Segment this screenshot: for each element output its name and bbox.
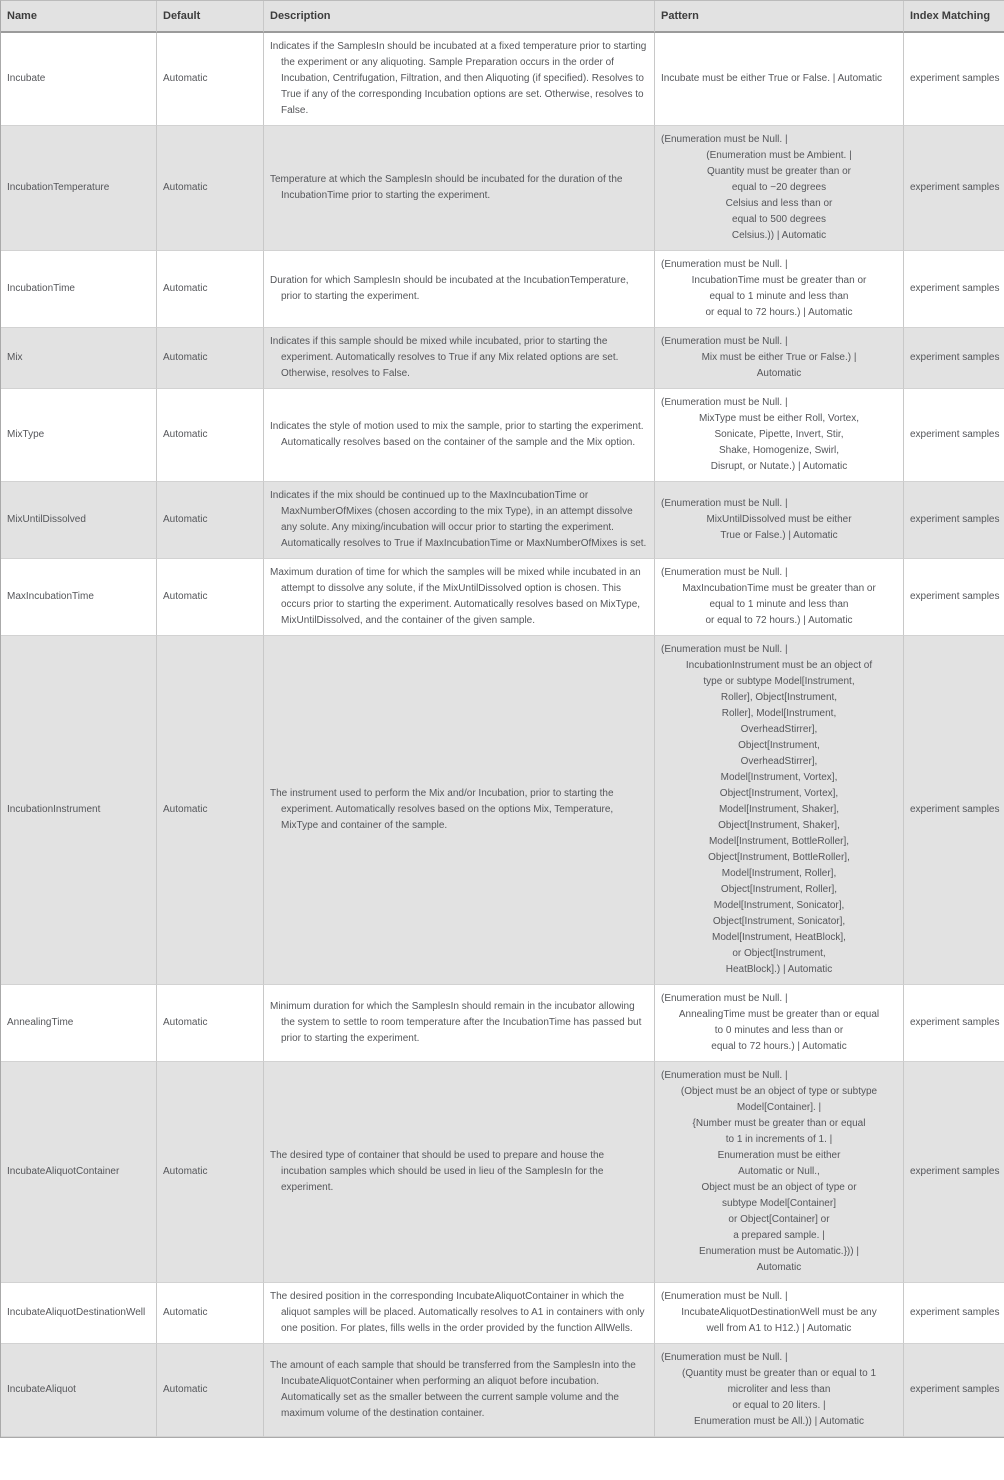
column-header-name: [1, 1, 157, 33]
pattern-line: Celsius.)) | Automatic: [731, 230, 827, 242]
pattern-line: Sonicate, Pipette, Invert, Stir,: [714, 429, 844, 441]
pattern-line: OverheadStirrer],: [740, 724, 818, 736]
option-index-matching: experiment samples: [910, 73, 1000, 85]
column-header-pattern-label: Pattern: [661, 10, 699, 22]
pattern-cell: [655, 559, 904, 636]
pattern-line: (Enumeration must be Null. |: [661, 644, 788, 656]
option-index-matching: experiment samples: [910, 514, 1000, 526]
pattern-cell: [655, 126, 904, 251]
table-row: [1, 389, 1004, 482]
pattern-cell: [655, 1283, 904, 1344]
pattern-line: (Enumeration must be Null. |: [661, 498, 788, 510]
pattern-line: Object must be an object of type or: [701, 1182, 857, 1194]
pattern-cell: [655, 985, 904, 1062]
table-row: [1, 33, 1004, 126]
pattern-line: equal to −20 degrees: [731, 182, 827, 194]
option-index-matching: experiment samples: [910, 1017, 1000, 1029]
pattern-line: or Object[Container] or: [728, 1214, 830, 1226]
option-description: Indicates the style of motion used to mix the sample, prior to starting the experiment. Automatically resolves based on the container of the sample and the Mix option.: [270, 421, 644, 449]
description-cell: [264, 1344, 655, 1437]
option-default: Automatic: [163, 429, 208, 441]
table-row: [1, 328, 1004, 389]
description-cell: [264, 985, 655, 1062]
option-description: The desired type of container that should be used to prepare and house the incubation samples which should be used in lieu of the SamplesIn for the experiment.: [270, 1150, 605, 1194]
pattern-line: MixType must be either Roll, Vortex,: [698, 413, 860, 425]
pattern-line: or equal to 72 hours.) | Automatic: [705, 307, 853, 319]
column-header-default: [157, 1, 264, 33]
pattern-line: Enumeration must be All.)) | Automatic: [694, 1416, 864, 1428]
column-header-index-matching: [904, 1, 1004, 33]
option-description: The instrument used to perform the Mix and/or Incubation, prior to starting the experiment. Automatically resolves based on the options Mix, Temperature, MixType and container of the sample.: [270, 788, 614, 832]
table-row: [1, 482, 1004, 559]
option-description: Minimum duration for which the SamplesIn should remain in the incubator allowing the system to settle to room temperature after the IncubationTime has passed but prior to starting the experiment.: [270, 1001, 642, 1045]
pattern-line: (Enumeration must be Null. |: [661, 397, 788, 409]
default-cell: [157, 636, 264, 985]
option-name: IncubationTemperature: [7, 182, 110, 194]
option-description: Maximum duration of time for which the samples will be mixed while incubated in an attempt to dissolve any solute, if the MixUntilDissolved option is chosen. This occurs prior to starting the experiment. Automatically resolves based on MixType, MixUntilDissolved, and the container of the given sample.: [270, 567, 641, 627]
column-header-pattern: [655, 1, 904, 33]
name-cell: [1, 389, 157, 482]
pattern-line: IncubateAliquotDestinationWell must be any: [681, 1307, 877, 1319]
pattern-line: Model[Instrument, Sonicator],: [713, 900, 845, 912]
pattern-line: Automatic: [756, 368, 802, 380]
pattern-line: Enumeration must be either: [717, 1150, 841, 1162]
index-matching-cell: [904, 389, 1004, 482]
pattern-line: (Enumeration must be Null. |: [661, 134, 788, 146]
pattern-cell: [655, 1344, 904, 1437]
index-matching-cell: [904, 1283, 1004, 1344]
default-cell: [157, 1283, 264, 1344]
option-default: Automatic: [163, 283, 208, 295]
pattern-line: OverheadStirrer],: [740, 756, 818, 768]
option-default: Automatic: [163, 1307, 208, 1319]
pattern-line: IncubationTime must be greater than or: [691, 275, 867, 287]
column-header-description-label: Description: [270, 10, 331, 22]
pattern-line: subtype Model[Container]: [722, 1198, 836, 1210]
option-name: IncubateAliquot: [7, 1384, 76, 1396]
pattern-cell: [655, 482, 904, 559]
pattern-line: or Object[Instrument,: [732, 948, 826, 960]
name-cell: [1, 985, 157, 1062]
pattern-line: (Enumeration must be Null. |: [661, 1352, 788, 1364]
description-cell: [264, 328, 655, 389]
option-index-matching: experiment samples: [910, 283, 1000, 295]
table-row: [1, 1283, 1004, 1344]
option-default: Automatic: [163, 182, 208, 194]
default-cell: [157, 251, 264, 328]
pattern-line: (Enumeration must be Null. |: [661, 993, 788, 1005]
option-description: Indicates if this sample should be mixed while incubated, prior to starting the experiment. Automatically resolves to True if any Mix related options are set. Otherwise, resolves to False.: [270, 336, 619, 380]
index-matching-cell: [904, 559, 1004, 636]
pattern-line: MixUntilDissolved must be either: [706, 514, 852, 526]
pattern-line: Object[Instrument,: [738, 740, 820, 752]
pattern-line: Quantity must be greater than or: [707, 166, 851, 178]
pattern-line: or equal to 72 hours.) | Automatic: [705, 615, 853, 627]
table-row: [1, 1062, 1004, 1283]
index-matching-cell: [904, 251, 1004, 328]
description-cell: [264, 1283, 655, 1344]
pattern-cell: [655, 328, 904, 389]
pattern-line: to 0 minutes and less than or: [714, 1025, 844, 1037]
pattern-line: well from A1 to H12.) | Automatic: [706, 1323, 852, 1335]
option-description: Temperature at which the SamplesIn should be incubated for the duration of the IncubationTime prior to starting the experiment.: [270, 174, 623, 202]
name-cell: [1, 328, 157, 389]
option-index-matching: experiment samples: [910, 1384, 1000, 1396]
pattern-line: Celsius and less than or: [725, 198, 833, 210]
option-description: The desired position in the corresponding IncubateAliquotContainer in which the aliquot samples will be placed. Automatically resolves to A1 in containers with only one position. For plates, fills wells in the order provided by the function AllWells.: [270, 1291, 645, 1335]
pattern-line: (Object must be an object of type or subtype: [680, 1086, 878, 1098]
description-cell: [264, 1062, 655, 1283]
index-matching-cell: [904, 126, 1004, 251]
pattern-line: (Enumeration must be Ambient. |: [706, 150, 852, 162]
table-header-row: [1, 1, 1004, 33]
pattern-line: a prepared sample. |: [733, 1230, 825, 1242]
option-default: Automatic: [163, 514, 208, 526]
pattern-line: Model[Instrument, Shaker],: [718, 804, 840, 816]
default-cell: [157, 33, 264, 126]
pattern-line: (Enumeration must be Null. |: [661, 1291, 788, 1303]
name-cell: [1, 126, 157, 251]
option-name: MaxIncubationTime: [7, 591, 94, 603]
table-row: [1, 985, 1004, 1062]
pattern-line: Object[Instrument, BottleRoller],: [708, 852, 850, 864]
option-index-matching: experiment samples: [910, 429, 1000, 441]
option-name: Incubate: [7, 73, 46, 85]
pattern-line: (Quantity must be greater than or equal to 1: [682, 1368, 876, 1380]
index-matching-cell: [904, 482, 1004, 559]
option-name: IncubationTime: [7, 283, 75, 295]
pattern-line: Automatic or Null.,: [738, 1166, 820, 1178]
pattern-line: IncubationInstrument must be an object of: [685, 660, 873, 672]
table-row: [1, 636, 1004, 985]
column-header-name-label: Name: [7, 10, 37, 22]
pattern-line: HeatBlock].) | Automatic: [725, 964, 833, 976]
default-cell: [157, 1344, 264, 1437]
option-default: Automatic: [163, 352, 208, 364]
description-cell: [264, 389, 655, 482]
name-cell: [1, 1062, 157, 1283]
option-index-matching: experiment samples: [910, 591, 1000, 603]
default-cell: [157, 1062, 264, 1283]
name-cell: [1, 33, 157, 126]
pattern-line: Object[Instrument, Vortex],: [719, 788, 839, 800]
default-cell: [157, 126, 264, 251]
option-default: Automatic: [163, 1166, 208, 1178]
option-name: MixUntilDissolved: [7, 514, 86, 526]
pattern-line: microliter and less than: [727, 1384, 831, 1396]
index-matching-cell: [904, 1062, 1004, 1283]
option-description: Indicates if the SamplesIn should be incubated at a fixed temperature prior to starting the experiment or any aliquoting. Sample Preparation occurs in the order of Incubation, Centrifugation, Filtration, and then Aliquoting (if specified). Resolves to True if any of the corresponding Incubation options are set. Otherwise, resolves to False.: [270, 41, 647, 117]
description-cell: [264, 559, 655, 636]
column-header-default-label: Default: [163, 10, 201, 22]
table-row: [1, 1344, 1004, 1437]
pattern-line: Roller], Object[Instrument,: [720, 692, 838, 704]
option-description: The amount of each sample that should be transferred from the SamplesIn into the IncubateAliquotContainer when performing an aliquot before incubation. Automatically set as the smaller between the current sample volume and the maximum volume of the destination container.: [270, 1360, 636, 1420]
pattern-line: {Number must be greater than or equal: [692, 1118, 866, 1130]
pattern-line: or equal to 20 liters. |: [732, 1400, 826, 1412]
name-cell: [1, 251, 157, 328]
name-cell: [1, 559, 157, 636]
option-index-matching: experiment samples: [910, 1166, 1000, 1178]
default-cell: [157, 985, 264, 1062]
option-default: Automatic: [163, 1384, 208, 1396]
column-header-description: [264, 1, 655, 33]
default-cell: [157, 559, 264, 636]
pattern-cell: [655, 389, 904, 482]
default-cell: [157, 389, 264, 482]
option-name: MixType: [7, 429, 45, 441]
pattern-line: Automatic: [756, 1262, 802, 1274]
index-matching-cell: [904, 636, 1004, 985]
option-default: Automatic: [163, 804, 208, 816]
pattern-line: Disrupt, or Nutate.) | Automatic: [710, 461, 848, 473]
pattern-line: Model[Container]. |: [736, 1102, 822, 1114]
option-index-matching: experiment samples: [910, 1307, 1000, 1319]
option-name: IncubateAliquotContainer: [7, 1166, 120, 1178]
pattern-line: Model[Instrument, BottleRoller],: [708, 836, 850, 848]
pattern-line: True or False.) | Automatic: [720, 530, 838, 542]
pattern-line: (Enumeration must be Null. |: [661, 567, 788, 579]
index-matching-cell: [904, 985, 1004, 1062]
option-default: Automatic: [163, 73, 208, 85]
index-matching-cell: [904, 33, 1004, 126]
name-cell: [1, 636, 157, 985]
pattern-line: Incubate must be either True or False. | Automatic: [661, 73, 883, 85]
pattern-line: (Enumeration must be Null. |: [661, 1070, 788, 1082]
pattern-line: to 1 in increments of 1. |: [725, 1134, 833, 1146]
pattern-line: Object[Instrument, Shaker],: [718, 820, 840, 832]
option-name: IncubateAliquotDestinationWell: [7, 1307, 146, 1319]
pattern-cell: [655, 1062, 904, 1283]
default-cell: [157, 482, 264, 559]
pattern-line: Object[Instrument, Roller],: [720, 884, 838, 896]
pattern-line: type or subtype Model[Instrument,: [703, 676, 855, 688]
table-row: [1, 126, 1004, 251]
description-cell: [264, 33, 655, 126]
pattern-line: Enumeration must be Automatic.})) |: [699, 1246, 859, 1258]
pattern-line: equal to 1 minute and less than: [709, 291, 849, 303]
pattern-line: Model[Instrument, Roller],: [721, 868, 837, 880]
option-name: IncubationInstrument: [7, 804, 101, 816]
name-cell: [1, 1344, 157, 1437]
name-cell: [1, 482, 157, 559]
option-description: Indicates if the mix should be continued up to the MaxIncubationTime or MaxNumberOfMixes (chosen according to the mix Type), in an attempt dissolve any solute. Any mixing/incubation will occur prior to starting the experiment. Automatically resolves to True if MaxIncubationTime or MaxNumberOfMixes is set.: [270, 490, 647, 550]
description-cell: [264, 482, 655, 559]
pattern-line: AnnealingTime must be greater than or equal: [678, 1009, 880, 1021]
pattern-cell: [655, 636, 904, 985]
default-cell: [157, 328, 264, 389]
pattern-line: Mix must be either True or False.) |: [701, 352, 857, 364]
option-name: AnnealingTime: [7, 1017, 74, 1029]
pattern-line: Model[Instrument, Vortex],: [720, 772, 838, 784]
name-cell: [1, 1283, 157, 1344]
option-default: Automatic: [163, 591, 208, 603]
pattern-line: equal to 1 minute and less than: [709, 599, 849, 611]
pattern-line: equal to 72 hours.) | Automatic: [711, 1041, 847, 1053]
option-default: Automatic: [163, 1017, 208, 1029]
pattern-line: equal to 500 degrees: [732, 214, 826, 226]
pattern-line: (Enumeration must be Null. |: [661, 336, 788, 348]
description-cell: [264, 251, 655, 328]
option-description: Duration for which SamplesIn should be incubated at the IncubationTemperature, prior to starting the experiment.: [270, 275, 629, 303]
pattern-line: Roller], Model[Instrument,: [721, 708, 837, 720]
option-index-matching: experiment samples: [910, 804, 1000, 816]
pattern-line: Model[Instrument, HeatBlock],: [712, 932, 846, 944]
pattern-cell: [655, 33, 904, 126]
description-cell: [264, 126, 655, 251]
index-matching-cell: [904, 1344, 1004, 1437]
option-index-matching: experiment samples: [910, 352, 1000, 364]
pattern-line: MaxIncubationTime must be greater than or: [682, 583, 876, 595]
pattern-line: Shake, Homogenize, Swirl,: [718, 445, 840, 457]
option-index-matching: experiment samples: [910, 182, 1000, 194]
table-row: [1, 251, 1004, 328]
pattern-cell: [655, 251, 904, 328]
table-row: [1, 559, 1004, 636]
description-cell: [264, 636, 655, 985]
column-header-index-matching-label: Index Matching: [910, 10, 991, 22]
option-name: Mix: [7, 352, 23, 364]
pattern-line: (Enumeration must be Null. |: [661, 259, 788, 271]
index-matching-cell: [904, 328, 1004, 389]
pattern-line: Object[Instrument, Sonicator],: [712, 916, 846, 928]
